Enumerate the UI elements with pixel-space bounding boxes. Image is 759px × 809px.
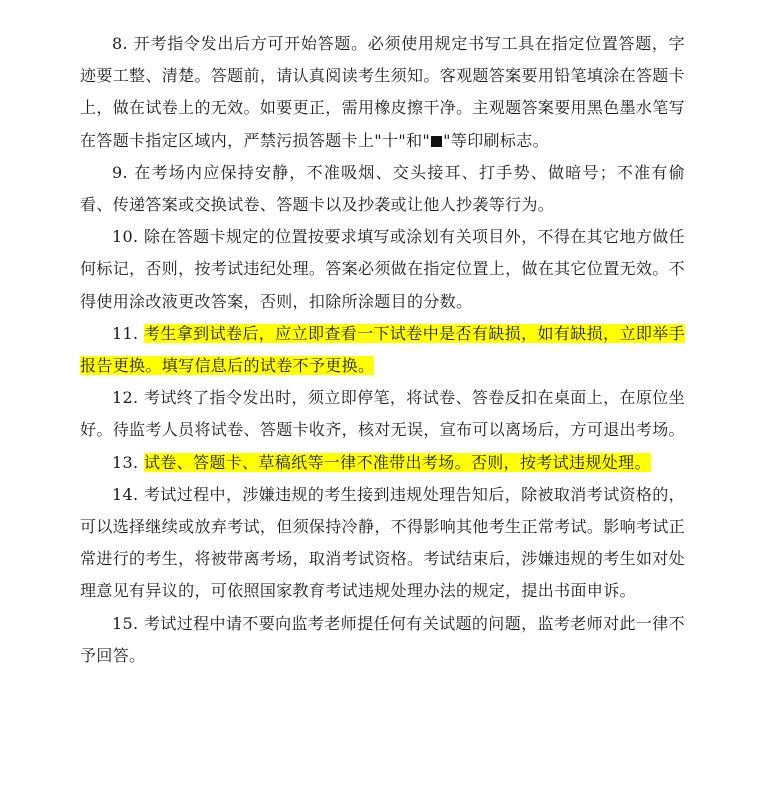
rule-11-highlighted-text: 考生拿到试卷后，应立即查看一下试卷中是否有缺损，如有缺损，立即举手报告更换。填写信息后的试卷不予更换。 [80,323,685,376]
rule-11-number: 11. [112,323,144,343]
rule-11 [80,318,685,382]
exam-rules-document [80,28,685,672]
rule-14: 14. 考试过程中，涉嫌违规的考生接到违规处理告知后，除被取消考试资格的，可以选择继续或放弃考试，但须保持冷静，不得影响其他考生正常考试。影响考试正常进行的考生，将被带离考场，取消考试资格。考试结束后，涉嫌违规的考生如对处理意见有异议的，可依照国家教育考试违规处理办法的规定，提出书面申诉。 [80,484,685,601]
rule-12: 12. 考试终了指令发出时，须立即停笔，将试卷、答卷反扣在桌面上，在原位坐好。待监考人员将试卷、答题卡收齐，核对无误，宣布可以离场后，方可退出考场。 [80,388,685,440]
square-mark-icon [431,136,442,147]
rule-8 [80,28,685,157]
rule-13-number: 13. [112,452,144,472]
rule-13 [80,447,685,479]
rule-8-text-after: "等印刷标志。 [443,130,549,150]
rule-10: 10. 除在答题卡规定的位置按要求填写或涂划有关项目外，不得在其它地方做任何标记，否则，按考试违纪处理。答案必须做在指定位置上，做在其它位置无效。不得使用涂改液更改答案，否则，扣除所涂题目的分数。 [80,227,685,311]
rule-13-highlighted-text: 试卷、答题卡、草稿纸等一律不准带出考场。否则，按考试违规处理。 [143,452,651,472]
rule-15: 15. 考试过程中请不要向监考老师提任何有关试题的问题，监考老师对此一律不予回答。 [80,613,685,665]
rule-9: 9. 在考场内应保持安静，不准吸烟、交头接耳、打手势、做暗号；不准有偷看、传递答案或交换试卷、答题卡以及抄袭或让他人抄袭等行为。 [80,162,685,215]
rule-8-text: 8. 开考指令发出后方可开始答题。必须使用规定书写工具在指定位置答题，字迹要工整、清楚。答题前，请认真阅读考生须知。客观题答案要用铅笔填涂在答题卡上，做在试卷上的无效。如要更正，需用橡皮擦干净。主观题答案要用黑色墨水笔写在答题卡指定区域内，严禁污损答题卡上"十"和" [80,34,685,150]
